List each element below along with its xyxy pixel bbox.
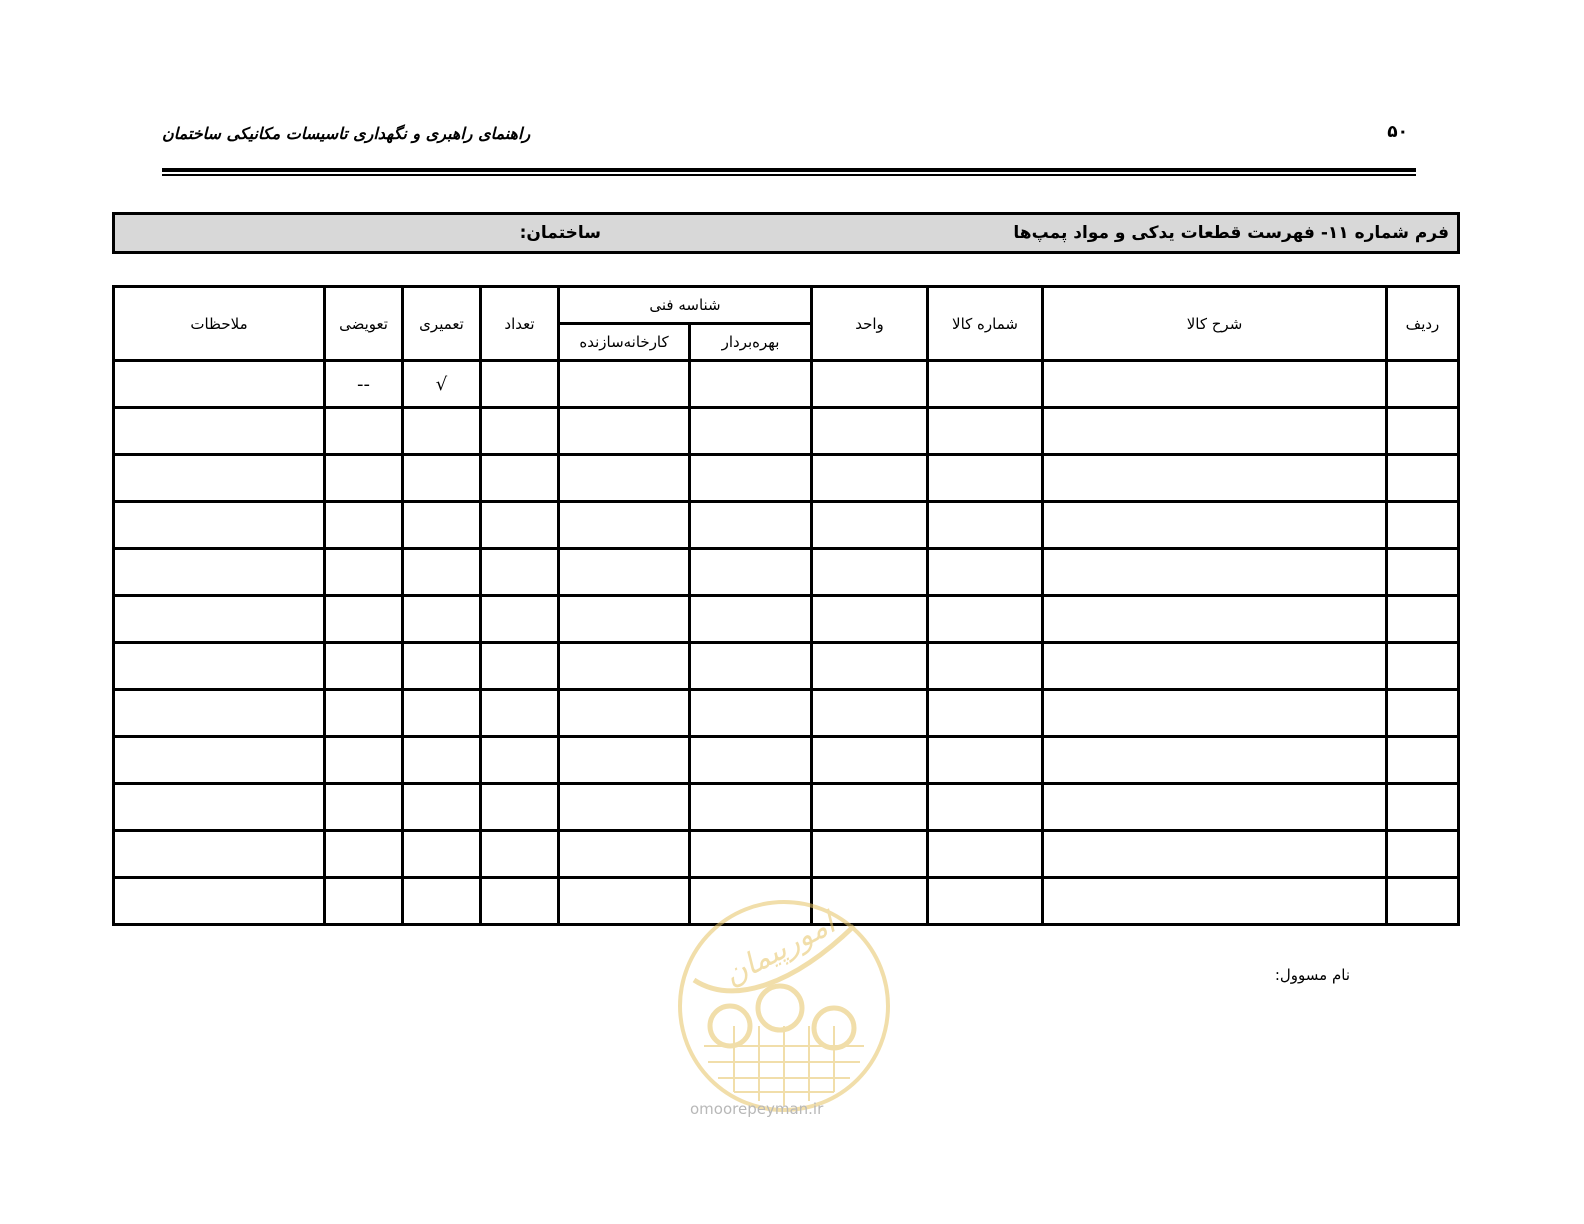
cell-quantity[interactable]: [481, 408, 559, 455]
cell-row-no[interactable]: [1387, 643, 1459, 690]
cell-replaceable[interactable]: --: [325, 361, 403, 408]
cell-manufacturer[interactable]: [559, 643, 690, 690]
cell-replaceable[interactable]: [325, 596, 403, 643]
cell-item-no[interactable]: [928, 549, 1043, 596]
page-number: ۵۰: [1387, 122, 1408, 142]
cell-repairable[interactable]: [403, 549, 481, 596]
cell-description[interactable]: [1043, 455, 1387, 502]
cell-quantity[interactable]: [481, 878, 559, 925]
cell-remarks[interactable]: [114, 737, 325, 784]
col-header-manufacturer: کارخانه‌سازنده: [559, 324, 690, 361]
cell-quantity[interactable]: [481, 596, 559, 643]
cell-manufacturer[interactable]: [559, 408, 690, 455]
cell-unit[interactable]: [812, 361, 928, 408]
cell-replaceable[interactable]: [325, 831, 403, 878]
cell-operator[interactable]: [690, 737, 812, 784]
cell-manufacturer[interactable]: [559, 784, 690, 831]
col-header-item-no: شماره کالا: [928, 287, 1043, 361]
cell-unit[interactable]: [812, 596, 928, 643]
form-title-bar: [112, 212, 1460, 254]
col-header-tech-id: شناسه فنی: [559, 287, 812, 324]
col-header-quantity: تعداد: [481, 287, 559, 361]
table-row: [114, 455, 1459, 502]
cell-remarks[interactable]: [114, 502, 325, 549]
cell-manufacturer[interactable]: [559, 549, 690, 596]
cell-repairable[interactable]: [403, 784, 481, 831]
col-header-repairable: تعمیری: [403, 287, 481, 361]
table-row: [114, 361, 1459, 408]
table-row: [114, 596, 1459, 643]
col-header-replaceable: تعویضی: [325, 287, 403, 361]
col-header-row-no: ردیف: [1387, 287, 1459, 361]
cell-remarks[interactable]: [114, 878, 325, 925]
cell-repairable[interactable]: [403, 831, 481, 878]
cell-row-no[interactable]: [1387, 361, 1459, 408]
cell-row-no[interactable]: [1387, 831, 1459, 878]
cell-replaceable[interactable]: [325, 643, 403, 690]
cell-repairable[interactable]: √: [403, 361, 481, 408]
cell-operator[interactable]: [690, 408, 812, 455]
spare-parts-table: [112, 285, 1460, 926]
col-header-unit: واحد: [812, 287, 928, 361]
cell-quantity[interactable]: [481, 361, 559, 408]
cell-operator[interactable]: [690, 549, 812, 596]
cell-operator[interactable]: [690, 643, 812, 690]
cell-remarks[interactable]: [114, 596, 325, 643]
watermark-gears: [710, 986, 854, 1048]
cell-item-no[interactable]: [928, 831, 1043, 878]
cell-operator[interactable]: [690, 361, 812, 408]
cell-description[interactable]: [1043, 690, 1387, 737]
cell-unit[interactable]: [812, 784, 928, 831]
cell-description[interactable]: [1043, 361, 1387, 408]
cell-item-no[interactable]: [928, 361, 1043, 408]
cell-operator[interactable]: [690, 502, 812, 549]
cell-operator[interactable]: [690, 831, 812, 878]
building-label: ساختمان:: [519, 223, 601, 243]
cell-repairable[interactable]: [403, 596, 481, 643]
table-row: [114, 737, 1459, 784]
cell-row-no[interactable]: [1387, 549, 1459, 596]
col-header-description: شرح کالا: [1043, 287, 1387, 361]
cell-unit[interactable]: [812, 690, 928, 737]
cell-replaceable[interactable]: [325, 455, 403, 502]
cell-row-no[interactable]: [1387, 502, 1459, 549]
table-row: [114, 502, 1459, 549]
running-header: [162, 118, 1416, 158]
cell-manufacturer[interactable]: [559, 878, 690, 925]
table-row: [114, 784, 1459, 831]
cell-replaceable[interactable]: [325, 408, 403, 455]
cell-row-no[interactable]: [1387, 737, 1459, 784]
cell-repairable[interactable]: [403, 643, 481, 690]
table-row: [114, 690, 1459, 737]
cell-replaceable[interactable]: [325, 549, 403, 596]
watermark-logo-text: امورپیمان: [718, 905, 841, 994]
cell-description[interactable]: [1043, 643, 1387, 690]
cell-remarks[interactable]: [114, 690, 325, 737]
cell-item-no[interactable]: [928, 596, 1043, 643]
cell-item-no[interactable]: [928, 502, 1043, 549]
cell-description[interactable]: [1043, 831, 1387, 878]
header-rule-thick: [162, 168, 1416, 172]
cell-repairable[interactable]: [403, 737, 481, 784]
table-row: [114, 831, 1459, 878]
cell-item-no[interactable]: [928, 690, 1043, 737]
form-title: فرم شماره ۱۱- فهرست قطعات یدکی و مواد پمپ‌ها: [1013, 223, 1449, 243]
cell-manufacturer[interactable]: [559, 737, 690, 784]
cell-operator[interactable]: [690, 455, 812, 502]
cell-row-no[interactable]: [1387, 596, 1459, 643]
cell-row-no[interactable]: [1387, 408, 1459, 455]
cell-item-no[interactable]: [928, 737, 1043, 784]
watermark-url: omoorepeyman.ir: [690, 1100, 824, 1118]
cell-description[interactable]: [1043, 784, 1387, 831]
cell-repairable[interactable]: [403, 455, 481, 502]
cell-row-no[interactable]: [1387, 455, 1459, 502]
cell-remarks[interactable]: [114, 784, 325, 831]
cell-description[interactable]: [1043, 408, 1387, 455]
responsible-name-label: نام مسوول:: [1274, 966, 1350, 984]
cell-quantity[interactable]: [481, 737, 559, 784]
cell-unit[interactable]: [812, 502, 928, 549]
header-title: راهنمای راهبری و نگهداری تاسیسات مکانیکی ساختمان: [162, 124, 531, 143]
cell-remarks[interactable]: [114, 455, 325, 502]
col-header-remarks: ملاحظات: [114, 287, 325, 361]
cell-repairable[interactable]: [403, 408, 481, 455]
cell-manufacturer[interactable]: [559, 502, 690, 549]
table-row: [114, 408, 1459, 455]
cell-item-no[interactable]: [928, 643, 1043, 690]
cell-row-no[interactable]: [1387, 878, 1459, 925]
cell-operator[interactable]: [690, 690, 812, 737]
cell-quantity[interactable]: [481, 549, 559, 596]
cell-description[interactable]: [1043, 596, 1387, 643]
cell-repairable[interactable]: [403, 690, 481, 737]
cell-remarks[interactable]: [114, 643, 325, 690]
table-row: [114, 643, 1459, 690]
cell-row-no[interactable]: [1387, 690, 1459, 737]
cell-unit[interactable]: [812, 455, 928, 502]
cell-repairable[interactable]: [403, 502, 481, 549]
cell-remarks[interactable]: [114, 408, 325, 455]
cell-item-no[interactable]: [928, 455, 1043, 502]
cell-item-no[interactable]: [928, 784, 1043, 831]
cell-manufacturer[interactable]: [559, 690, 690, 737]
cell-description[interactable]: [1043, 878, 1387, 925]
cell-remarks[interactable]: [114, 361, 325, 408]
cell-unit[interactable]: [812, 831, 928, 878]
cell-item-no[interactable]: [928, 878, 1043, 925]
cell-quantity[interactable]: [481, 643, 559, 690]
cell-remarks[interactable]: [114, 549, 325, 596]
cell-quantity[interactable]: [481, 831, 559, 878]
cell-repairable[interactable]: [403, 878, 481, 925]
cell-manufacturer[interactable]: [559, 831, 690, 878]
cell-description[interactable]: [1043, 502, 1387, 549]
cell-item-no[interactable]: [928, 408, 1043, 455]
cell-manufacturer[interactable]: [559, 596, 690, 643]
header-rule-thin: [162, 174, 1416, 176]
cell-replaceable[interactable]: [325, 690, 403, 737]
cell-replaceable[interactable]: [325, 502, 403, 549]
cell-unit[interactable]: [812, 737, 928, 784]
cell-unit[interactable]: [812, 549, 928, 596]
cell-unit[interactable]: [812, 408, 928, 455]
cell-manufacturer[interactable]: [559, 361, 690, 408]
header-row: [114, 287, 1459, 324]
cell-unit[interactable]: [812, 643, 928, 690]
cell-replaceable[interactable]: [325, 878, 403, 925]
cell-quantity[interactable]: [481, 502, 559, 549]
cell-row-no[interactable]: [1387, 784, 1459, 831]
cell-description[interactable]: [1043, 549, 1387, 596]
cell-quantity[interactable]: [481, 455, 559, 502]
cell-quantity[interactable]: [481, 690, 559, 737]
cell-description[interactable]: [1043, 737, 1387, 784]
cell-manufacturer[interactable]: [559, 455, 690, 502]
table-body: [114, 361, 1459, 925]
cell-quantity[interactable]: [481, 784, 559, 831]
cell-replaceable[interactable]: [325, 737, 403, 784]
cell-operator[interactable]: [690, 596, 812, 643]
cell-replaceable[interactable]: [325, 784, 403, 831]
cell-remarks[interactable]: [114, 831, 325, 878]
col-header-operator: بهره‌بردار: [690, 324, 812, 361]
table-row: [114, 549, 1459, 596]
cell-operator[interactable]: [690, 784, 812, 831]
